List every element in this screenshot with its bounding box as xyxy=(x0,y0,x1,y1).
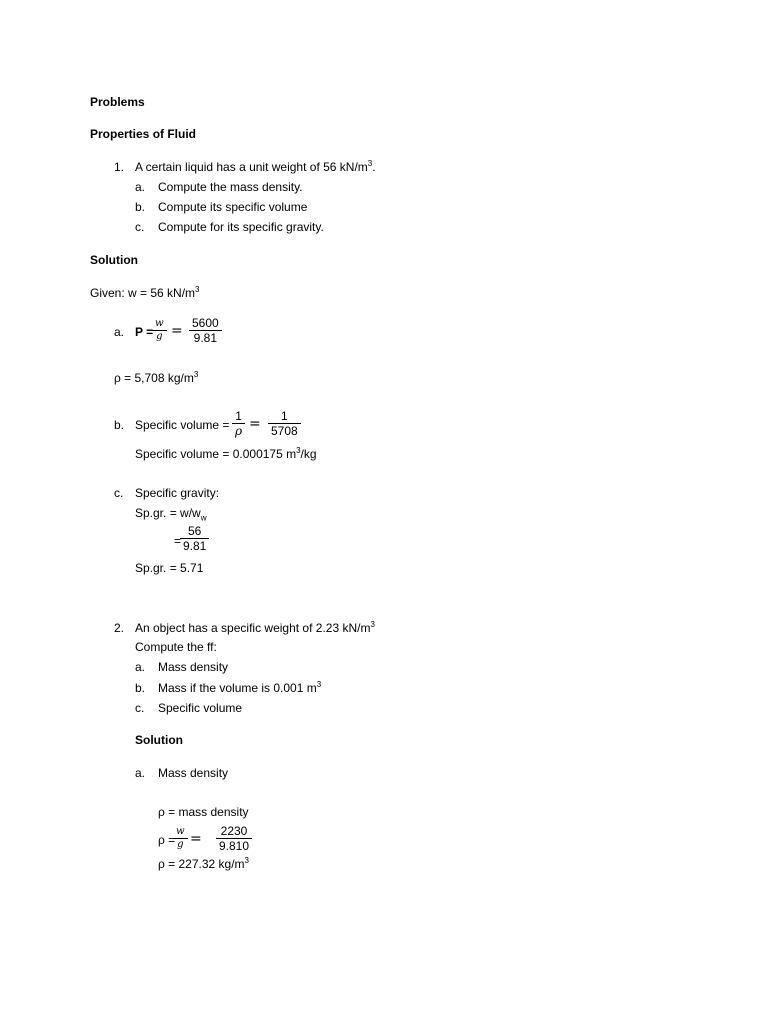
unit-exponent: 3 xyxy=(195,285,200,294)
problem-1-item-letter: c. xyxy=(135,220,145,234)
item-text: Mass if the volume is 0.001 m xyxy=(158,681,317,695)
equals-sign: = xyxy=(171,323,183,339)
result-text: Specific volume = 0.000175 m xyxy=(135,447,297,461)
result-text: ρ = 5,708 kg/m xyxy=(114,371,194,385)
problem-1-period: . xyxy=(372,160,376,174)
problem-2-item-text: Specific volume xyxy=(158,701,243,715)
part-a-letter: a. xyxy=(135,766,146,780)
equals-sign: = xyxy=(174,534,182,548)
section-title: Properties of Fluid xyxy=(90,127,197,141)
unit-exponent: 3 xyxy=(316,680,322,689)
fraction-denominator: 9.81 xyxy=(183,539,207,553)
equals-sign: = xyxy=(249,416,261,432)
fraction-denominator: g xyxy=(177,839,184,850)
fraction-numerator: 2230 xyxy=(220,824,248,838)
unit-exponent: 3 xyxy=(296,446,301,455)
fraction-denominator: 5708 xyxy=(271,424,298,438)
given-line xyxy=(90,285,200,301)
problem-1-number: 1. xyxy=(114,160,125,174)
part-a-label: Mass density xyxy=(158,766,229,780)
density-result xyxy=(114,370,198,386)
fraction-numerator: w xyxy=(176,826,185,837)
fraction-numerator: 1 xyxy=(281,409,288,423)
problem-2-item-text: Mass density xyxy=(158,660,229,674)
problem-1-item-letter: b. xyxy=(135,200,146,214)
problem-2-item-letter: b. xyxy=(135,681,146,695)
problem-1-item-text: Compute the mass density. xyxy=(158,180,303,194)
result-unit: /kg xyxy=(300,447,317,461)
problem-2-number: 2. xyxy=(114,621,125,635)
compute-label: Compute the ff: xyxy=(135,640,217,654)
part-c-letter: c. xyxy=(114,486,124,500)
unit-exponent: 3 xyxy=(370,620,375,629)
problem-1-item-text: Compute for its specific gravity. xyxy=(158,220,324,234)
unit-exponent: 3 xyxy=(367,159,373,168)
specific-gravity-formula xyxy=(135,505,206,521)
equals-sign: = xyxy=(190,831,202,847)
density-definition: ρ = mass density xyxy=(158,805,249,819)
solution-label: Solution xyxy=(90,253,138,267)
problem-1-item-text: Compute its specific volume xyxy=(158,200,308,214)
density-lhs: ρ = xyxy=(158,833,176,847)
unit-exponent: 3 xyxy=(193,370,199,379)
w-over-g-fraction xyxy=(173,826,188,851)
one-over-rho-fraction xyxy=(232,409,245,438)
problem-2-item-text xyxy=(158,680,321,696)
subscript: w xyxy=(200,513,207,523)
problem-1-item-letter: a. xyxy=(135,180,146,194)
specific-volume-result xyxy=(135,446,317,462)
fraction-numerator: 56 xyxy=(188,524,202,538)
solution-label: Solution xyxy=(135,733,183,747)
problem-1-statement: A certain liquid has a unit weight of 56 kN/m xyxy=(135,160,368,174)
fraction-denominator: 9.81 xyxy=(193,331,218,345)
w-over-g-fraction xyxy=(152,318,167,343)
fraction-denominator: g xyxy=(156,331,163,342)
part-b-letter: b. xyxy=(114,418,125,432)
fraction-numerator: w xyxy=(155,318,164,329)
numeric-fraction xyxy=(189,316,222,345)
unit-exponent: 3 xyxy=(244,856,249,865)
fraction-numerator: 5600 xyxy=(192,316,219,330)
part-a-letter: a. xyxy=(114,325,125,339)
problem-2-text xyxy=(135,620,375,636)
part-a-lhs: P = xyxy=(135,325,154,339)
numeric-fraction xyxy=(268,409,301,438)
numeric-fraction xyxy=(180,524,209,553)
page-heading: Problems xyxy=(90,95,145,109)
formula-text: Sp.gr. = w/w xyxy=(135,506,201,520)
fraction-numerator: 1 xyxy=(235,409,242,423)
given-text: Given: w = 56 kN/m xyxy=(90,286,196,300)
problem-1-text xyxy=(135,159,376,175)
numeric-fraction xyxy=(216,824,252,853)
problem-2-statement: An object has a specific weight of 2.23 kN/m xyxy=(135,621,371,635)
part-b-lhs: Specific volume = xyxy=(135,418,230,432)
problem-2-item-letter: a. xyxy=(135,660,146,674)
result-text: ρ = 227.32 kg/m xyxy=(158,857,245,871)
fraction-denominator: 9.810 xyxy=(219,839,250,853)
specific-gravity-result: Sp.gr. = 5.71 xyxy=(135,561,204,575)
density-result xyxy=(158,856,249,872)
fraction-denominator: ρ xyxy=(235,424,243,438)
part-c-label: Specific gravity: xyxy=(135,486,220,500)
problem-2-item-letter: c. xyxy=(135,701,145,715)
